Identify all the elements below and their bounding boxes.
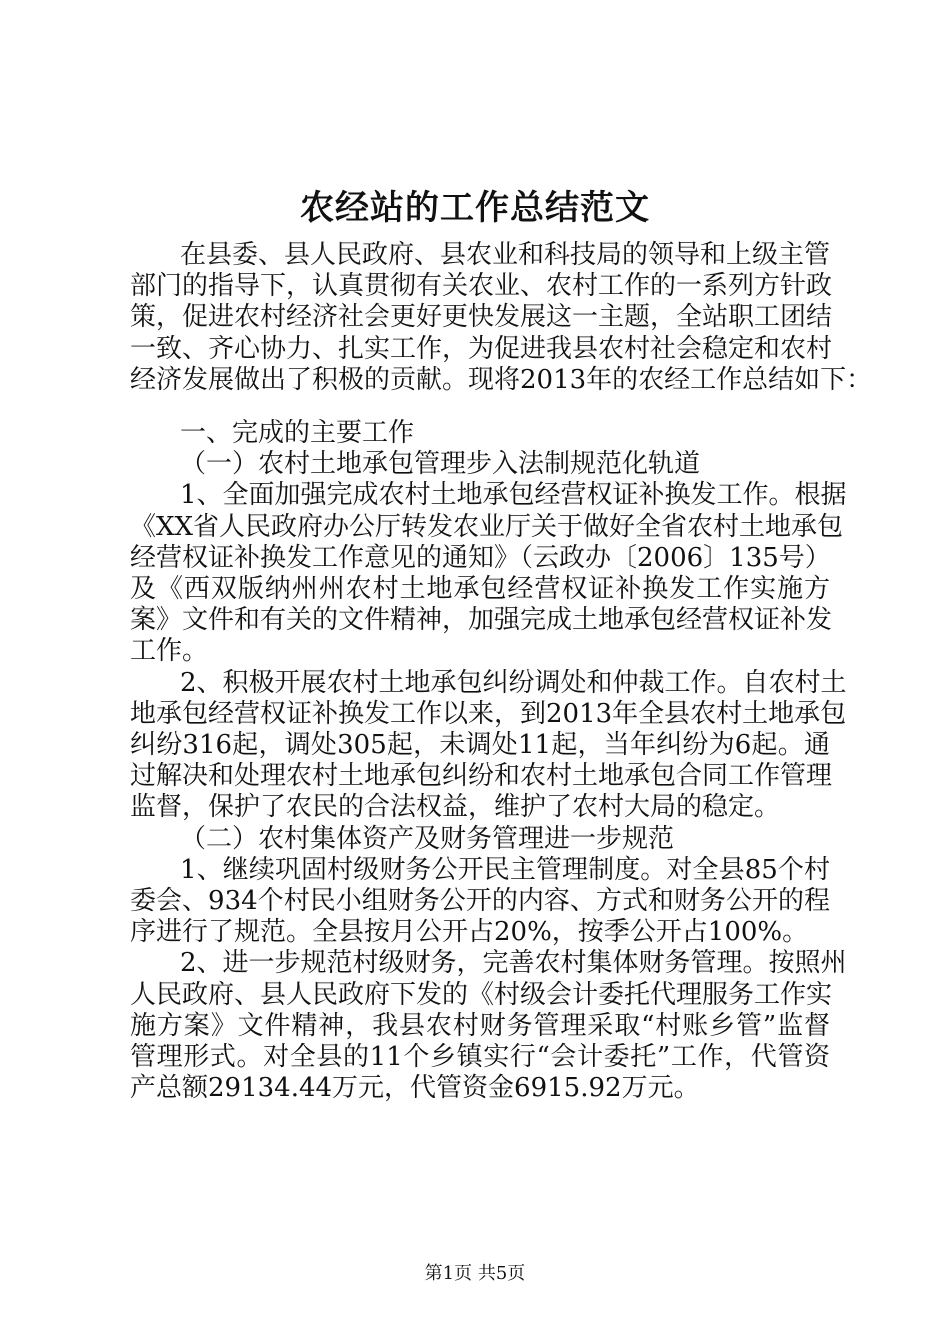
body-line: 产总额29134.44万元，代管资金6915.92万元。 (130, 1073, 700, 1103)
body-line: 部门的指导下，认真贯彻有关农业、农村工作的一系列方针政 (130, 271, 833, 301)
body-line: 过解决和处理农村土地承包纠纷和农村土地承包合同工作管理 (130, 761, 833, 791)
body-line: 1、继续巩固村级财务公开民主管理制度。对全县85个村 (180, 855, 830, 885)
body-line: 监督，保护了农民的合法权益，维护了农村大局的稳定。 (130, 792, 781, 822)
body-line: 委会、934个村民小组财务公开的内容、方式和财务公开的程 (130, 886, 830, 916)
body-line: 经营权证补换发工作意见的通知》（云政办〔2006〕135号） (130, 543, 831, 573)
body-line: 纠纷316起，调处305起，未调处11起，当年纠纷为6起。通 (130, 730, 830, 760)
body-line: 策，促进农村经济社会更好更快发展这一主题，全站职工团结 (130, 302, 833, 332)
body-line: 人民政府、县人民政府下发的《村级会计委托代理服务工作实 (130, 980, 833, 1010)
body-line: 及《西双版纳州州农村土地承包经营权证补换发工作实施方 (130, 574, 830, 604)
body-line: 2、进一步规范村级财务，完善农村集体财务管理。按照州 (180, 948, 847, 978)
body-line: 《XX省人民政府办公厅转发农业厅关于做好全省农村土地承包 (130, 512, 844, 542)
subsection-heading: （二）农村集体资产及财务管理进一步规范 (180, 824, 675, 854)
body-line: 序进行了规范。全县按月公开占20%，按季公开占100%。 (130, 917, 809, 947)
body-line: 一致、齐心协力、扎实工作，为促进我县农村社会稳定和农村 (130, 334, 833, 364)
body-line: 工作。 (130, 636, 209, 666)
body-line: 施方案》文件精神，我县农村财务管理采取“村账乡管”监督 (130, 1011, 830, 1041)
page-footer: 第1页 共5页 (424, 1263, 526, 1284)
subsection-heading: （一）农村土地承包管理步入法制规范化轨道 (180, 449, 701, 479)
body-line: 在县委、县人民政府、县农业和科技局的领导和上级主管 (180, 240, 831, 270)
body-line: 经济发展做出了积极的贡献。现将2013年的农经工作总结如下： (130, 365, 873, 395)
body-line: 2、积极开展农村土地承包纠纷调处和仲裁工作。自农村土 (180, 668, 847, 698)
document-title: 农经站的工作总结范文 (300, 188, 650, 228)
section-heading: 一、完成的主要工作 (180, 418, 415, 448)
body-line: 1、全面加强完成农村土地承包经营权证补换发工作。根据 (180, 480, 847, 510)
body-line: 地承包经营权证补换发工作以来，到2013年全县农村土地承包 (130, 699, 847, 729)
body-line: 管理形式。对全县的11个乡镇实行“会计委托”工作，代管资 (130, 1042, 830, 1072)
body-line: 案》文件和有关的文件精神，加强完成土地承包经营权证补发 (130, 605, 833, 635)
